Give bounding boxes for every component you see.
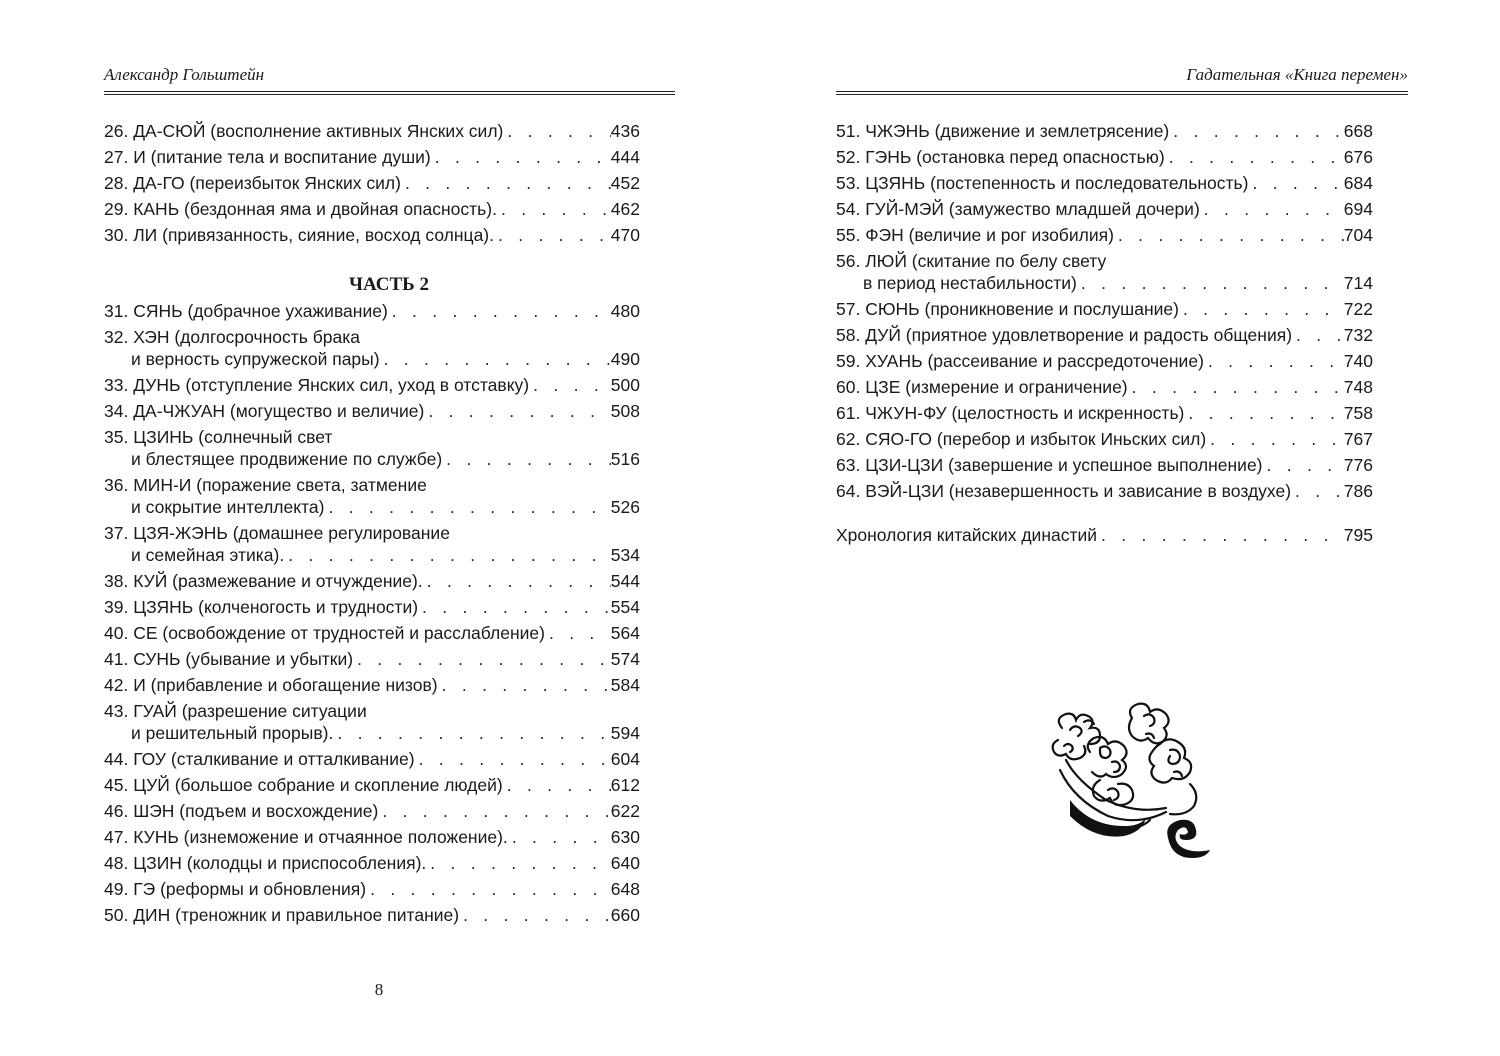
dot-leader: [1291, 478, 1344, 504]
toc-entry-page: 732: [1343, 325, 1373, 345]
toc-entry[interactable]: [836, 322, 1373, 348]
toc-entry-title: 60. ЦЗЕ (измерение и ограничение): [836, 377, 1128, 397]
dot-leader: [388, 298, 611, 324]
toc-entry[interactable]: [836, 144, 1373, 170]
dot-leader: [380, 346, 611, 372]
toc-entry-title: 52. ГЭНЬ (остановка перед опасностью): [836, 147, 1165, 167]
toc-entry-page: 630: [610, 827, 640, 847]
toc-entry[interactable]: [104, 798, 640, 824]
toc-entry[interactable]: [104, 298, 640, 324]
toc-entry-title: 28. ДА-ГО (переизбыток Янских сил): [104, 173, 401, 193]
dot-leader: [431, 144, 611, 170]
toc-entry[interactable]: [836, 374, 1373, 400]
header-rule: [104, 94, 675, 95]
running-head-title: Гадательная «Книга перемен»: [1186, 65, 1408, 84]
dot-leader: [442, 446, 611, 472]
toc-entry-page: 516: [610, 449, 640, 469]
toc-entry[interactable]: [104, 568, 640, 594]
dot-leader: [1184, 400, 1343, 426]
toc-entry[interactable]: [836, 248, 1373, 296]
part-heading: ЧАСТЬ 2: [349, 274, 429, 295]
toc-entry-page: 526: [610, 497, 640, 517]
toc-entry[interactable]: [104, 222, 640, 248]
dot-leader: [333, 720, 610, 746]
toc-entry-title: 63. ЦЗИ-ЦЗИ (завершение и успешное выполнение): [836, 455, 1263, 475]
toc-entry-title: 44. ГОУ (сталкивание и отталкивание): [104, 749, 415, 769]
right-page: [836, 0, 1408, 1056]
toc-entry-title: 62. СЯО-ГО (перебор и избыток Иньских сил): [836, 429, 1207, 449]
toc-entry[interactable]: [104, 472, 640, 520]
dot-leader: [503, 118, 610, 144]
dot-leader: [415, 746, 611, 772]
toc-entry-page: 480: [610, 301, 640, 321]
toc-entry-title: 31. СЯНЬ (добрачное ухаживание): [104, 301, 388, 321]
dot-leader: [353, 646, 611, 672]
toc-entry-page: 584: [610, 675, 640, 695]
toc-entry[interactable]: [836, 170, 1373, 196]
toc-entry-title: 64. ВЭЙ-ЦЗИ (незавершенность и зависание в воздухе): [836, 481, 1292, 501]
toc-entry-page: 776: [1343, 455, 1373, 475]
toc-entry[interactable]: [104, 324, 640, 372]
toc-entry-page: 704: [1343, 225, 1373, 245]
toc-entry-title: 39. ЦЗЯНЬ (колченогость и трудности): [104, 597, 419, 617]
toc-entry-page: 694: [1343, 199, 1373, 219]
toc-entry-page: 612: [610, 775, 640, 795]
header-rule: [836, 91, 1408, 92]
toc-entry-page: 508: [610, 401, 640, 421]
header-rule: [104, 91, 675, 92]
toc-entry-title: 43. ГУАЙ (разрешение ситуации: [104, 701, 367, 721]
toc-entry[interactable]: [104, 646, 640, 672]
toc-entry-page: 714: [1343, 273, 1373, 293]
toc-entry-title-cont: и сокрытие интеллекта): [131, 497, 325, 517]
toc-entry-title: 47. КУНЬ (изнеможение и отчаянное положение).: [104, 827, 508, 847]
dot-leader: [545, 620, 611, 646]
toc-entry-page: 668: [1343, 121, 1373, 141]
toc-entry-title: 42. И (прибавление и обогащение низов): [104, 675, 438, 695]
dot-leader: [1077, 270, 1344, 296]
toc-entry[interactable]: [836, 196, 1373, 222]
toc-list-bottom: [104, 298, 640, 928]
left-page: [104, 0, 675, 1056]
page-number: 8: [374, 980, 384, 999]
toc-entry-title: 61. ЧЖУН-ФУ (целостность и искренность): [836, 403, 1185, 423]
toc-entry-title: 49. ГЭ (реформы и обновления): [104, 879, 367, 899]
toc-entry-page: 564: [610, 623, 640, 643]
dot-leader: [497, 196, 611, 222]
dot-leader: [418, 594, 611, 620]
running-head-author: Александр Гольштейн: [104, 65, 265, 84]
toc-entry-title: 55. ФЭН (величие и рог изобилия): [836, 225, 1114, 245]
toc-entry-title-cont: в период нестабильности): [863, 273, 1077, 293]
dot-leader: [529, 372, 611, 398]
toc-entry-page: 462: [610, 199, 640, 219]
dot-leader: [1292, 322, 1344, 348]
toc-entry[interactable]: [104, 698, 640, 746]
toc-entry-title: 58. ДУЙ (приятное удовлетворение и радость общения): [836, 325, 1293, 345]
toc-entry-title: 33. ДУНЬ (отступление Янских сил, уход в отставку): [104, 375, 530, 395]
header-rule: [836, 94, 1408, 95]
toc-entry-page: 500: [610, 375, 640, 395]
toc-entry[interactable]: [836, 118, 1373, 144]
toc-entry-title: 40. СЕ (освобождение от трудностей и расслабление): [104, 623, 545, 643]
toc-entry-title: 37. ЦЗЯ-ЖЭНЬ (домашнее регулирование: [104, 523, 450, 543]
toc-entry[interactable]: [104, 746, 640, 772]
toc-entry[interactable]: [104, 424, 640, 472]
dot-leader: [426, 850, 611, 876]
toc-entry-title: 56. ЛЮЙ (скитание по белу свету: [836, 251, 1107, 271]
toc-entry-page: 795: [1343, 525, 1373, 545]
dot-leader: [1169, 118, 1344, 144]
toc-entry-page: 554: [610, 597, 640, 617]
dot-leader: [324, 494, 610, 520]
dot-leader: [438, 672, 611, 698]
toc-entry-title: 53. ЦЗЯНЬ (постепенность и последовательность): [836, 173, 1249, 193]
dot-leader: [1263, 452, 1344, 478]
toc-entry-title: 57. СЮНЬ (проникновение и послушание): [836, 299, 1179, 319]
toc-entry-page: 534: [610, 545, 640, 565]
toc-entry-title: 41. СУНЬ (убывание и убытки): [104, 649, 354, 669]
toc-entry-page: 490: [610, 349, 640, 369]
toc-entry-title: 46. ШЭН (подъем и восхождение): [104, 801, 379, 821]
toc-entry-title: 27. И (питание тела и воспитание души): [104, 147, 431, 167]
toc-entry-page: 767: [1343, 429, 1373, 449]
toc-entry-title: 51. ЧЖЭНЬ (движение и землетрясение): [836, 121, 1170, 141]
toc-entry-page: 574: [610, 649, 640, 669]
dot-leader: [1114, 222, 1344, 248]
toc-entry[interactable]: [104, 398, 640, 424]
toc-entry[interactable]: [836, 452, 1373, 478]
toc-entry-page: 436: [610, 121, 640, 141]
dot-leader: [401, 170, 611, 196]
toc-entry[interactable]: [104, 850, 640, 876]
dot-leader: [459, 902, 611, 928]
toc-entry-page: 722: [1343, 299, 1373, 319]
toc-entry-title: 35. ЦЗИНЬ (солнечный свет: [104, 427, 333, 447]
toc-entry-page: 470: [610, 225, 640, 245]
toc-entry-page: 604: [610, 749, 640, 769]
dot-leader: [423, 568, 611, 594]
dot-leader: [424, 398, 610, 424]
dot-leader: [494, 222, 611, 248]
toc-entry[interactable]: [104, 520, 640, 568]
toc-entry-title: 45. ЦУЙ (большое собрание и скопление людей): [104, 775, 503, 795]
toc-entry-page: 648: [610, 879, 640, 899]
toc-entry-title: 26. ДА-СЮЙ (восполнение активных Янских сил): [104, 121, 504, 141]
dot-leader: [508, 824, 611, 850]
toc-entry-page: 444: [610, 147, 640, 167]
dot-leader: [1179, 296, 1344, 322]
dot-leader: [378, 798, 610, 824]
toc-entry-title: 30. ЛИ (привязанность, сияние, восход солнца).: [104, 225, 494, 245]
toc-entry[interactable]: [104, 170, 640, 196]
toc-entry[interactable]: [104, 118, 640, 144]
toc-entry-title: 32. ХЭН (долгосрочность брака: [104, 327, 361, 347]
dot-leader: [1204, 348, 1344, 374]
toc-entry-title-cont: и верность супружеской пары): [131, 349, 380, 369]
toc-entry-title: 54. ГУЙ-МЭЙ (замужество младшей дочери): [836, 199, 1200, 219]
toc-entry-title: 36. МИН-И (поражение света, затмение: [104, 475, 427, 495]
toc-entry-page: 622: [610, 801, 640, 821]
toc-entry-page: 544: [610, 571, 640, 591]
toc-entry-title: 48. ЦЗИН (колодцы и приспособления).: [104, 853, 427, 873]
dot-leader: [503, 772, 611, 798]
toc-entry[interactable]: [104, 594, 640, 620]
toc-entry-title: 34. ДА-ЧЖУАН (могущество и величие): [104, 401, 425, 421]
toc-entry[interactable]: [836, 222, 1373, 248]
toc-entry[interactable]: [104, 672, 640, 698]
dot-leader: [1165, 144, 1344, 170]
toc-entry[interactable]: [836, 296, 1373, 322]
toc-entry-page: 452: [610, 173, 640, 193]
toc-entry-page: 594: [610, 723, 640, 743]
toc-entry-title: 50. ДИН (треножник и правильное питание): [104, 905, 460, 925]
toc-entry[interactable]: [104, 876, 640, 902]
toc-list-top: [104, 118, 640, 248]
toc-entry-title-cont: и семейная этика).: [131, 545, 285, 565]
chronology-entry[interactable]: [836, 522, 1373, 548]
toc-entry-page: 660: [610, 905, 640, 925]
toc-entry[interactable]: [836, 348, 1373, 374]
dot-leader: [1200, 196, 1344, 222]
toc-entry[interactable]: [836, 478, 1373, 504]
toc-entry-page: 684: [1343, 173, 1373, 193]
dot-leader: [1206, 426, 1344, 452]
toc-entry-page: 740: [1343, 351, 1373, 371]
toc-entry-page: 640: [610, 853, 640, 873]
dot-leader: [1248, 170, 1343, 196]
toc-entry-title-cont: и блестящее продвижение по службе): [131, 449, 443, 469]
toc-entry[interactable]: [104, 772, 640, 798]
toc-entry[interactable]: [104, 372, 640, 398]
toc-entry-page: 748: [1343, 377, 1373, 397]
toc-entry[interactable]: [104, 902, 640, 928]
toc-entry-page: 786: [1343, 481, 1373, 501]
toc-entry[interactable]: [104, 144, 640, 170]
dot-leader: [1097, 522, 1344, 548]
cloud-ornament-icon: [1040, 700, 1230, 870]
toc-entry[interactable]: [836, 400, 1373, 426]
toc-entry-page: 676: [1343, 147, 1373, 167]
toc-entry[interactable]: [104, 824, 640, 850]
toc-entry[interactable]: [104, 620, 640, 646]
toc-entry[interactable]: [104, 196, 640, 222]
toc-entry-title: 38. КУЙ (размежевание и отчуждение).: [104, 571, 423, 591]
toc-entry[interactable]: [836, 426, 1373, 452]
toc-entry-title: 29. КАНЬ (бездонная яма и двойная опасность).: [104, 199, 497, 219]
dot-leader: [284, 542, 611, 568]
toc-entry-page: 758: [1343, 403, 1373, 423]
toc-entry-title: Хронология китайских династий: [836, 525, 1098, 545]
toc-list-right: [836, 118, 1373, 504]
dot-leader: [1128, 374, 1344, 400]
toc-entry-title-cont: и решительный прорыв).: [131, 723, 334, 743]
toc-entry-title: 59. ХУАНЬ (рассеивание и рассредоточение): [836, 351, 1204, 371]
dot-leader: [366, 876, 611, 902]
